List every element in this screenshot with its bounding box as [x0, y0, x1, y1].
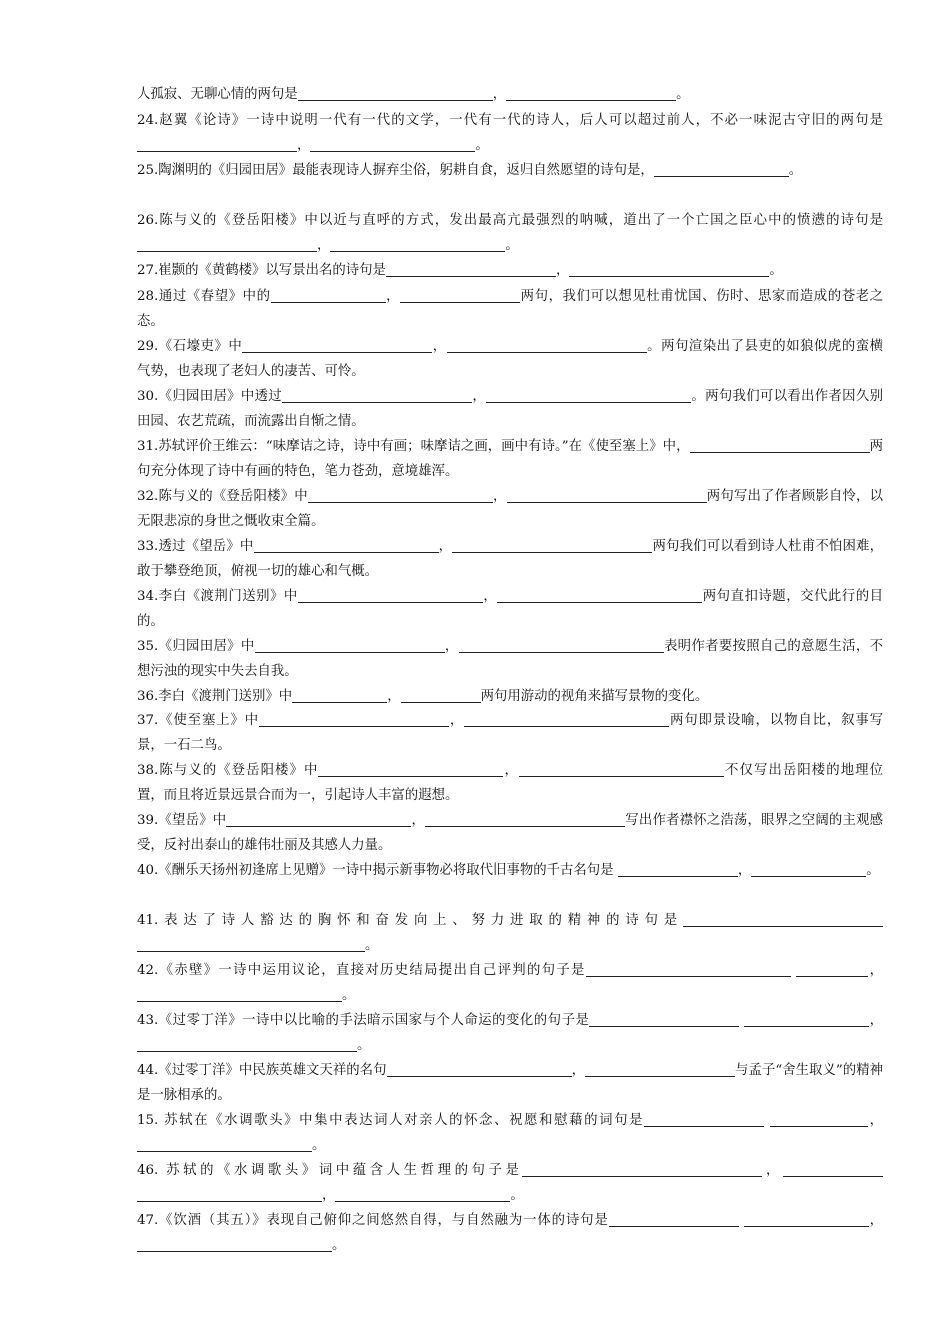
question-text: ， — [448, 713, 465, 728]
question-text: ， — [571, 1063, 586, 1078]
answer-blank[interactable] — [770, 1111, 868, 1127]
question-text: ， — [385, 289, 401, 304]
answer-blank[interactable] — [137, 1236, 332, 1252]
question-text: ， — [472, 389, 487, 404]
question-text: 27.崔颢的《黄鹤楼》以写景出名的诗句是 — [137, 263, 386, 278]
question-q36 — [137, 684, 883, 709]
question-text: 37.《使至塞上》中 — [137, 713, 259, 728]
answer-blank[interactable] — [690, 437, 870, 453]
answer-blank[interactable] — [335, 1186, 510, 1202]
question-text: 28.通过《春望》中的 — [137, 289, 271, 304]
answer-blank[interactable] — [298, 587, 483, 603]
question-q32 — [137, 484, 883, 534]
question-q42 — [137, 958, 883, 1008]
answer-blank[interactable] — [425, 811, 625, 827]
answer-blank[interactable] — [259, 711, 449, 727]
question-q44 — [137, 1058, 883, 1108]
question-text: 43.《过零丁洋》一诗中以比喻的手法暗示国家与个人命运的变化的句子是 — [137, 1013, 590, 1028]
question-text: ， — [411, 813, 426, 828]
question-text: 两句用游动的视角来描写景物的变化。 — [480, 689, 709, 704]
question-text: ， — [555, 263, 570, 278]
question-text: ， — [432, 339, 447, 354]
question-text: ， — [482, 589, 498, 604]
answer-blank[interactable] — [226, 811, 411, 827]
answer-blank[interactable] — [585, 1061, 735, 1077]
question-text: 38.陈与义的《登岳阳楼》中 — [137, 763, 319, 778]
question-text: 。 — [357, 1038, 371, 1053]
question-text: 人孤寂、无聊心情的两句是 — [137, 87, 298, 102]
question-text: 33.透过《望岳》中 — [137, 539, 254, 554]
answer-blank[interactable] — [386, 261, 556, 277]
question-q28 — [137, 284, 883, 334]
question-text: ， — [438, 539, 453, 554]
question-text: 两句直扣诗题，交代此行的目的。 — [137, 589, 884, 629]
answer-blank[interactable] — [308, 487, 493, 503]
question-text: 47.《饮酒（其五）》表现自己俯仰之间悠然自得，与自然融为一体的诗句是 — [137, 1213, 609, 1228]
answer-blank[interactable] — [310, 136, 475, 152]
question-text: ， — [737, 863, 752, 878]
question-q40 — [137, 858, 883, 883]
answer-blank[interactable] — [137, 236, 317, 252]
question-q26 — [137, 208, 883, 258]
answer-blank[interactable] — [569, 261, 769, 277]
answer-blank[interactable] — [400, 287, 520, 303]
answer-blank[interactable] — [506, 85, 676, 101]
question-q29 — [137, 334, 883, 384]
question-text: 34.李白《渡荆门送别》中 — [137, 589, 298, 604]
question-text: 两句即景设喻，以物自比，叙事写景，一石二鸟。 — [137, 713, 884, 753]
answer-blank[interactable] — [137, 1186, 322, 1202]
answer-blank[interactable] — [137, 936, 365, 952]
question-text: 与孟子“舍生取义”的精神是一脉相承的。 — [137, 1063, 884, 1103]
question-text: ， — [868, 1213, 884, 1228]
answer-blank[interactable] — [282, 387, 472, 403]
question-text: 。 — [788, 163, 803, 178]
answer-blank[interactable] — [318, 761, 503, 777]
answer-blank[interactable] — [137, 986, 342, 1002]
question-text: 40.《酬乐天扬州初逢席上见赠》一诗中揭示新事物必将取代旧事物的千古名句是 — [137, 863, 618, 878]
question-text: ， — [492, 87, 507, 102]
question-text: ， — [297, 138, 311, 153]
question-text: 44.《过零丁洋》中民族英雄文天祥的名句 — [137, 1063, 387, 1078]
answer-blank[interactable] — [618, 861, 738, 877]
answer-blank[interactable] — [589, 1011, 739, 1027]
question-text: ， — [868, 963, 883, 978]
answer-blank[interactable] — [744, 1211, 869, 1227]
answer-blank[interactable] — [254, 537, 439, 553]
question-text: 。两句我们可以看出作者因久别田园、农艺荒疏，而流露出自惭之情。 — [137, 389, 883, 429]
question-q34 — [137, 584, 883, 634]
question-text: 41.表达了诗人豁达的胸怀和奋发向上、努力进取的精神的诗句是 — [137, 913, 683, 928]
answer-blank[interactable] — [796, 961, 868, 977]
question-text: 。 — [312, 1138, 326, 1153]
question-text: ， — [868, 1113, 883, 1128]
question-text: ， — [322, 1188, 336, 1203]
answer-blank[interactable] — [292, 687, 387, 703]
question-q30 — [137, 384, 883, 434]
question-q25 — [137, 158, 883, 183]
question-q33 — [137, 534, 883, 584]
question-q35 — [137, 634, 883, 684]
question-text: 42.《赤壁》一诗中运用议论，直接对历史结局提出自己评判的句子是 — [137, 963, 586, 978]
answer-blank[interactable] — [497, 587, 702, 603]
question-text: ， — [492, 489, 507, 504]
question-text: ， — [387, 689, 401, 704]
answer-blank[interactable] — [586, 961, 791, 977]
question-text: ， — [444, 639, 459, 654]
answer-blank[interactable] — [387, 1061, 572, 1077]
answer-blank[interactable] — [137, 1136, 312, 1152]
question-q45 — [137, 1108, 883, 1158]
question-text: 31.苏轼评价王维云：“味摩诘之诗，诗中有画；味摩诘之画，画中有诗。”在《使至塞上》中， — [137, 439, 690, 454]
question-q27 — [137, 258, 883, 283]
answer-blank[interactable] — [242, 337, 432, 353]
question-text: ， — [869, 1013, 883, 1028]
question-text: 。 — [475, 138, 489, 153]
answer-blank[interactable] — [459, 637, 664, 653]
question-text: 24.赵翼《论诗》一诗中说明一代有一代的文学，一代有一代的诗人，后人可以超过前人，不必一味泥古守旧的两句是 — [137, 113, 883, 128]
question-q41 — [137, 908, 883, 958]
question-q24 — [137, 108, 883, 158]
question-q47 — [137, 1208, 883, 1258]
answer-blank[interactable] — [447, 337, 647, 353]
question-text: 两句充分体现了诗中有画的特色，笔力苍劲，意境雄浑。 — [137, 439, 884, 479]
question-q23 — [137, 82, 883, 107]
question-text: 。 — [676, 87, 690, 102]
question-q37 — [137, 708, 883, 758]
answer-blank[interactable] — [522, 1161, 762, 1177]
question-text: 两句我们可以看到诗人杜甫不怕困难，敢于攀登绝顶，俯视一切的雄心和气概。 — [137, 539, 884, 579]
answer-blank[interactable] — [464, 711, 669, 727]
answer-blank[interactable] — [654, 161, 789, 177]
question-text: 。 — [510, 1188, 524, 1203]
question-text: 表明作者要按照自己的意愿生活，不想污浊的现实中失去自我。 — [137, 639, 883, 679]
question-text: 。 — [332, 1238, 346, 1253]
question-text: 26.陈与义的《登岳阳楼》中以近与直呼的方式，发出最高亢最强烈的呐喊，道出了一个亡国之臣心中的愤懑的诗句是 — [137, 213, 883, 228]
question-text: 32.陈与义的《登岳阳楼》中 — [137, 489, 308, 504]
question-text: 。 — [866, 863, 880, 878]
question-text: ， — [762, 1163, 783, 1178]
answer-blank[interactable] — [137, 1036, 357, 1052]
question-text: 39.《望岳》中 — [137, 813, 227, 828]
answer-blank[interactable] — [783, 1161, 883, 1177]
question-text: 29.《石壕吏》中 — [137, 339, 243, 354]
answer-blank[interactable] — [609, 1211, 739, 1227]
question-text: 两句写出了作者顾影自怜，以无限悲凉的身世之慨收束全篇。 — [137, 489, 884, 529]
question-text: 。两句渲染出了县吏的如狼似虎的蛮横气势，也表现了老妇人的凄苦、可怜。 — [137, 339, 884, 379]
answer-blank[interactable] — [744, 1011, 869, 1027]
answer-blank[interactable] — [298, 85, 493, 101]
question-text: 两句，我们可以想见杜甫忧国、伤时、思家而造成的苍老之态。 — [137, 289, 884, 329]
question-text: 。 — [365, 938, 379, 953]
answer-blank[interactable] — [401, 687, 481, 703]
question-text: 46. 苏轼的《水调歌头》词中蕴含人生哲理的句子是 — [137, 1163, 523, 1178]
answer-blank[interactable] — [137, 136, 297, 152]
question-text: 。 — [505, 238, 519, 253]
question-text: 写出作者襟怀之浩荡，眼界之空阔的主观感受，反衬出泰山的雄伟壮丽及其感人力量。 — [137, 813, 884, 853]
question-q31 — [137, 434, 883, 484]
question-text: ， — [503, 763, 519, 778]
question-q46 — [137, 1158, 883, 1208]
answer-blank[interactable] — [452, 537, 652, 553]
question-q43 — [137, 1008, 883, 1058]
question-text: 15. 苏轼在《水调歌头》中集中表达词人对亲人的怀念、祝愿和慰藉的词句是 — [137, 1113, 645, 1128]
question-text: 35.《归园田居》中 — [137, 639, 255, 654]
answer-blank[interactable] — [507, 487, 707, 503]
question-text: 30.《归园田居》中透过 — [137, 389, 283, 404]
answer-blank[interactable] — [519, 761, 724, 777]
question-text: 。 — [769, 263, 783, 278]
question-text: ， — [317, 238, 331, 253]
question-text: 。 — [342, 988, 356, 1003]
answer-blank[interactable] — [486, 387, 691, 403]
question-text: 36.李白《渡荆门送别》中 — [137, 689, 293, 704]
question-q38 — [137, 758, 883, 808]
question-q39 — [137, 808, 883, 858]
answer-blank[interactable] — [683, 911, 883, 927]
answer-blank[interactable] — [644, 1111, 764, 1127]
question-text: 25.陶渊明的《归园田居》最能表现诗人摒弃尘俗，躬耕自食，返归自然愿望的诗句是， — [137, 163, 654, 178]
question-text: 不仅写出岳阳楼的地理位置，而且将近景远景合而为一，引起诗人丰富的遐想。 — [137, 763, 884, 803]
answer-blank[interactable] — [255, 637, 445, 653]
answer-blank[interactable] — [330, 236, 505, 252]
answer-blank[interactable] — [271, 287, 386, 303]
answer-blank[interactable] — [751, 861, 866, 877]
